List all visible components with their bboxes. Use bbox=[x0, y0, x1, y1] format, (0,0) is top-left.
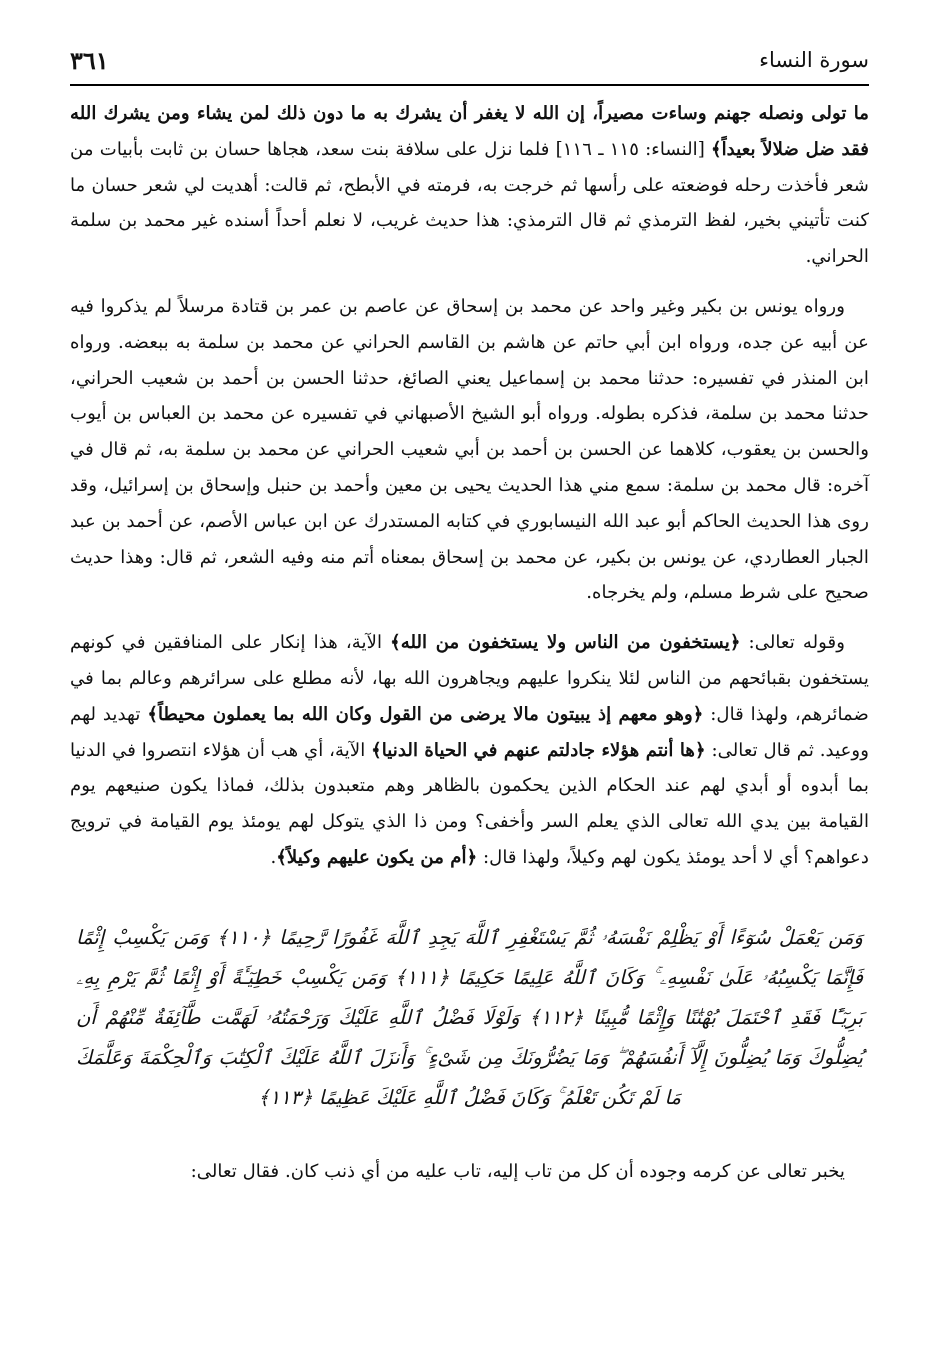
segment-verse: ﴿يستخفون من الناس ولا يستخفون من الله﴾ bbox=[390, 632, 741, 654]
paragraph-3 bbox=[70, 625, 869, 876]
segment: وقوله تعالى: bbox=[740, 632, 845, 654]
quran-verses-block: وَمَن يَعْمَلْ سُوٓءًا أَوْ يَظْلِمْ نَفْسَهُۥ ثُمَّ يَسْتَغْفِرِ ٱللَّهَ يَجِدِ ٱللَّهَ غَفُورًا رَّحِيمًا ﴿١١٠﴾ وَمَن يَكْسِبْ إِثْمًا فَإِنَّمَا يَكْسِبُهُۥ عَلَىٰ نَفْسِهِۦ ۚ وَكَانَ ٱللَّهُ عَلِيمًا حَكِيمًا ﴿١١١﴾ وَمَن يَكْسِبْ خَطِيٓـَٔةً أَوْ إِثْمًا ثُمَّ يَرْمِ بِهِۦ بَرِيٓـًٔا فَقَدِ ٱحْتَمَلَ بُهْتَٰنًا وَإِثْمًا مُّبِينًا ﴿١١٢﴾ وَلَوْلَا فَضْلُ ٱللَّهِ عَلَيْكَ وَرَحْمَتُهُۥ لَهَمَّت طَّآئِفَةٌ مِّنْهُمْ أَن يُضِلُّوكَ وَمَا يُضِلُّونَ إِلَّآ أَنفُسَهُمْ ۖ وَمَا يَضُرُّونَكَ مِن شَىْءٍ ۚ وَأَنزَلَ ٱللَّهُ عَلَيْكَ ٱلْكِتَٰبَ وَٱلْحِكْمَةَ وَعَلَّمَكَ مَا لَمْ تَكُن تَعْلَمُ ۚ وَكَانَ فَضْلُ ٱللَّهِ عَلَيْكَ عَظِيمًا ﴿١١٣﴾ bbox=[76, 925, 863, 1109]
segment: الآية، هذا إنكار على المنافقين في كونهم يستخفون بقبائحهم من الناس لئلا ينكروا عليهم ويجاهرون الله بها، لأنه مطلع على سرائرهم وعالم بما في ضمائرهم، ولهذا قال: bbox=[70, 632, 869, 725]
surah-title: سورة النساء bbox=[759, 48, 869, 72]
quoted-verse-bold: ما تولى ونصله جهنم وساءت مصيراً، إن الله لا يغفر أن يشرك به ما دون ذلك لمن يشاء ومن يشرك الله فقد ضل ضلالاً بعيداً﴾ bbox=[70, 103, 869, 160]
paragraph-gap bbox=[70, 275, 869, 289]
paragraph-1-text: [النساء: ١١٥ ـ ١١٦] فلما نزل على سلافة بنت سعد، هجاها حسان بن ثابت بأبيات من شعر فأخذت رحله فوضعته على رأسها ثم خرجت به، فرمته في الأبطح، ثم قالت: أهديت لي شعر حسان ما كنت تأتيني بخير، لفظ الترمذي ثم قال الترمذي: هذا حديث غريب، لا نعلم أحداً أسنده غير محمد بن سلمة الحراني. bbox=[70, 138, 869, 268]
segment-verse: ﴿أم من يكون عليهم وكيلاً﴾ bbox=[276, 846, 478, 868]
segment: تهديد لهم ووعيد. ثم قال تعالى: bbox=[70, 703, 869, 761]
segment: . bbox=[270, 846, 277, 868]
paragraph-1 bbox=[70, 96, 869, 275]
page-header bbox=[70, 46, 869, 80]
paragraph-2: ورواه يونس بن بكير وغير واحد عن محمد بن إسحاق عن عاصم بن عمر بن قتادة مرسلاً لم يذكروا فيه عن أبيه عن جده، ورواه ابن أبي حاتم عن هاشم بن القاسم الحراني عن محمد بن سلمة به ببعضه. ورواه ابن المنذر في تفسيره: حدثنا محمد بن إسماعيل يعني الصائغ، حدثنا الحسن بن أحمد بن شعيب الحراني، حدثنا محمد بن سلمة، فذكره بطوله. ورواه أبو الشيخ الأصبهاني في تفسيره عن محمد بن العباس بن أيوب والحسن بن يعقوب، كلاهما عن الحسن بن أحمد بن أبي شعيب الحراني عن محمد بن سلمة به، ثم قال في آخره: قال محمد بن سلمة: سمع مني هذا الحديث يحيى بن معين وأحمد بن حنبل وإسحاق بن إسرائيل، وقد روى هذا الحديث الحاكم أبو عبد الله النيسابوري في كتابه المستدرك عن ابن عباس الأصم، عن أحمد بن عبد الجبار العطاردي، عن يونس بن بكير، عن محمد بن إسحاق بمعناه أتم منه وفيه الشعر، ثم قال: وهذا حديث صحيح على شرط مسلم، ولم يخرجاه. bbox=[70, 295, 869, 604]
final-paragraph: يخبر تعالى عن كرمه وجوده أن كل من تاب إليه، تاب عليه من أي ذنب كان. فقال تعالى: bbox=[190, 1160, 845, 1182]
segment-verse: ﴿ها أنتم هؤلاء جادلتم عنهم في الحياة الدنيا﴾ bbox=[371, 739, 706, 761]
page-number: ٣٦١ bbox=[70, 46, 109, 75]
header-rule bbox=[70, 84, 869, 86]
segment: الآية، أي هب أن هؤلاء انتصروا في الدنيا بما أبدوه أو أبدي لهم عند الحكام الذين يحكمون بالظاهر وهم متعبدون بذلك، فماذا يكون صنيعهم يوم القيامة بين يدي الله تعالى الذي يعلم السر وأخفى؟ ومن ذا الذي يتوكل لهم يومئذ يوم القيامة في ترويج دعواهم؟ أي لا أحد يومئذ يكون لهم وكيلاً، ولهذا قال: bbox=[70, 739, 869, 868]
paragraph-gap bbox=[70, 611, 869, 625]
segment-verse: ﴿وهو معهم إذ يبيتون مالا يرضى من القول وكان الله بما يعملون محيطاً﴾ bbox=[147, 703, 704, 725]
